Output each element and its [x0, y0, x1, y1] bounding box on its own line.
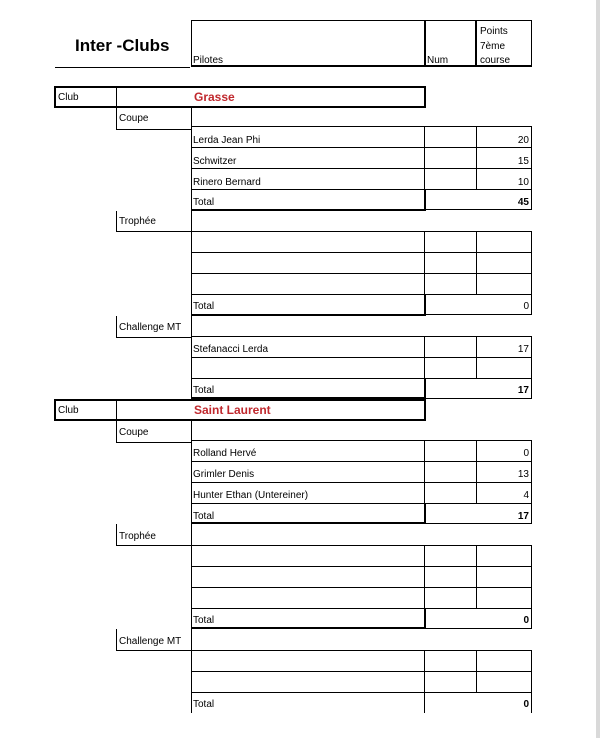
total-value: 0	[523, 699, 529, 710]
row-line	[191, 482, 532, 483]
pilote-points: 20	[517, 135, 529, 146]
club-divider	[116, 399, 117, 421]
club-row-box	[54, 86, 426, 108]
section-label-trophee: Trophée	[119, 531, 156, 542]
total-value: 0	[523, 301, 529, 312]
section-label-trophee: Trophée	[119, 216, 156, 227]
total-divider	[424, 294, 426, 316]
club-name: Saint Laurent	[194, 403, 271, 417]
row-line	[191, 357, 532, 358]
row-line	[191, 692, 532, 693]
total-value: 17	[517, 511, 529, 522]
row-line	[191, 566, 532, 567]
challenge-table	[191, 650, 532, 713]
pilote-points: 0	[523, 448, 529, 459]
pilote-name: Hunter Ethan (Untereiner)	[193, 490, 309, 501]
club-label: Club	[58, 405, 79, 416]
club-name: Grasse	[194, 90, 235, 104]
section-label-challenge: Challenge MT	[119, 636, 182, 647]
row-line	[191, 503, 532, 504]
total-label: Total	[193, 511, 215, 522]
pilote-points: 15	[517, 156, 529, 167]
pilote-name: Stefanacci Lerda	[193, 344, 269, 355]
col-line	[476, 126, 477, 189]
club-divider	[116, 86, 117, 108]
row-line	[191, 252, 532, 253]
col-line	[476, 231, 477, 294]
col-line	[476, 440, 477, 503]
total-divider	[424, 503, 426, 524]
col-line	[424, 650, 425, 692]
col-line	[424, 545, 425, 608]
row-line	[191, 378, 532, 379]
row-line	[191, 608, 532, 609]
pilote-name: Grimler Denis	[193, 469, 255, 480]
pilote-name: Schwitzer	[193, 156, 237, 167]
pilote-points: 4	[523, 490, 529, 501]
page-edge-shadow	[596, 0, 600, 738]
pilote-points: 10	[517, 177, 529, 188]
total-divider	[424, 378, 426, 399]
total-value: 17	[517, 385, 529, 396]
col-line	[476, 650, 477, 692]
col-line	[476, 545, 477, 608]
row-line	[191, 671, 532, 672]
total-label: Total	[193, 197, 215, 208]
section-label-coupe: Coupe	[119, 113, 149, 124]
header-divider	[424, 20, 426, 67]
pilote-points: 17	[517, 344, 529, 355]
row-line	[191, 147, 532, 148]
section-label-challenge: Challenge MT	[119, 322, 182, 333]
row-line	[191, 294, 532, 295]
pilote-name: Lerda Jean Phi	[193, 135, 261, 146]
total-label: Total	[193, 615, 215, 626]
total-label: Total	[193, 699, 215, 710]
pilote-points: 13	[517, 469, 529, 480]
total-value: 0	[523, 615, 529, 626]
page-title: Inter -Clubs	[75, 36, 170, 55]
col-line	[424, 336, 425, 378]
col-points-header-1: Points	[480, 26, 508, 37]
row-line	[191, 587, 532, 588]
pilote-name: Rinero Bernard	[193, 177, 261, 188]
total-line	[191, 209, 426, 211]
col-line	[424, 231, 425, 294]
col-line	[424, 126, 425, 189]
total-line	[191, 522, 426, 524]
total-divider	[424, 692, 425, 713]
col-points-header-2: 7ème	[480, 41, 506, 52]
col-line	[476, 336, 477, 378]
club-label: Club	[58, 92, 79, 103]
total-value: 45	[517, 197, 529, 208]
total-label: Total	[193, 385, 215, 396]
col-num-header: Num	[427, 55, 449, 66]
total-divider	[424, 189, 426, 211]
section-label-coupe: Coupe	[119, 427, 149, 438]
header-left-line	[55, 67, 190, 68]
col-points-header-3: course	[480, 55, 511, 66]
row-line	[191, 189, 532, 190]
row-line	[191, 461, 532, 462]
total-line	[191, 627, 426, 629]
total-divider	[424, 608, 426, 629]
row-line	[191, 168, 532, 169]
pilote-name: Rolland Hervé	[193, 448, 257, 459]
row-line	[191, 273, 532, 274]
total-line	[191, 314, 426, 316]
col-line	[424, 440, 425, 503]
total-label: Total	[193, 301, 215, 312]
header-divider	[475, 20, 477, 67]
col-pilotes-header: Pilotes	[193, 55, 224, 66]
